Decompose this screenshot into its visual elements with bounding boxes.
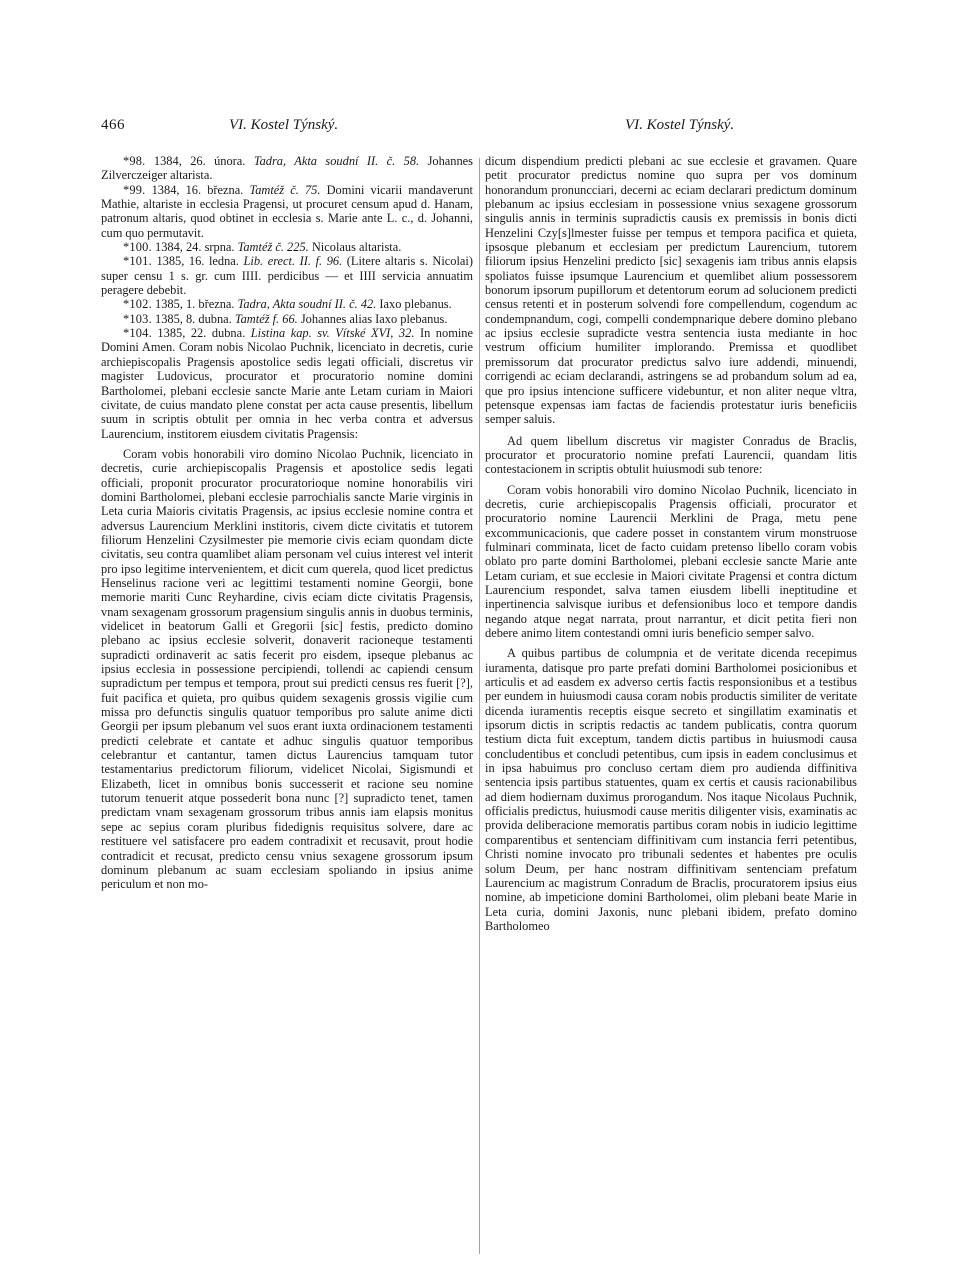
entry-text: Nicolaus altarista. (311, 240, 402, 255)
entry-number: *103. (123, 311, 152, 326)
litis-contestacio-intro: Ad quem libellum discretus vir magister Conradus de Braclis, procurator et procuratorio nomine prefati Laurencii, quandam litis contestacionem in scriptis obtulit huiusmodi sub tenore: (485, 433, 857, 477)
continued-paragraph: dicum dispendium predicti plebani ac sue ecclesie et gravamen. Quare petit procurator predictus nomine quo supra per vos dominum honorandum pronuncciari, decerni ac eciam declarari predictum dominum plebanum ac ipsius ecclesiam in possessione vnius sexagene grossorum singulis annis in terminis supradictis causis ex premissis in bonis dicti Henzelini Czy[s]lmester fuisse per tempus et tempora pacifica et quieta, ipsosque plebanum et ecclesiam per predictum Laurencium, tutorem filiorum ipsius Henzelini predicto [sic] sexagenis iam tribus annis elapsis spoliatos fuisse ipsumque Laurencium et quemlibet alium possessorem bonorum ipsorum pupillorum et detentorum eorum ad solucionem predicti census retenti et in posterum solvendi fore compellendum, cogendum ac condempnandum, cogi, compelli condempnarique debere domino plebano ac ipsius ecclesie supradicte vestra sentencia iusta mediante in hoc vestrum officium humiliter implorando. Premissa et quodlibet premissorum dat procurator predictus salvo iure addendi, minuendi, corrigendi ac eciam declarandi, astringens se ad probandum solum ad ea, que pro ipsius intencione sufficere videbuntur, et non aliter neque vltra, petensque expensas iam factas de faciendis protestatur iuris beneficiis semper saluis. (485, 154, 857, 427)
running-title-right: VI. Kostel Týnský. (625, 117, 735, 133)
entry-date: 1385, 22. dubna. (157, 326, 246, 341)
entry-text: (Litere altaris s. Nicolai) super censu 1 s. gr. cum IIII. perdicibus — et IIII servicia annuatim peragere debebit. (101, 254, 473, 298)
litis-contestacio-text: Coram vobis honorabili viro domino Nicolao Puchnik, licenciato in decretis, curie archiepiscopalis Pragensis officiali, procurator et procuratorio nomine Laurencii Merklini de Praga, metu pene excommunicacionis, que cadere posset in constantem virum monstruose fulminari comminata, licet de facto cuidam pretenso libello coram vobis oblato pro parte domini Bartholomei, plebani ecclesie sancte Marie ante Letam curiam, et sue ecclesie in Maiori civitate Pragensi et contra dictum Laurencium respondet, salva tamen eiusdem libelli ineptitudine et inpertinencia salvisque iuribus et defensionibus loco et tempore dandis negando atque negat narrata, prout narrantur, et dicit petita fieri non debere animo litem contestandi omni iuris beneficio semper salvo. (485, 482, 857, 640)
entry-number: *99. (123, 182, 146, 197)
entry-date: 1385, 16. ledna. (156, 254, 239, 269)
entry-date: 1384, 24. srpna. (155, 240, 235, 255)
running-title-left: VI. Kostel Týnský. (229, 117, 339, 133)
entry-text: Domini vicarii mandaverunt Mathie, altariste in ecclesia Pragensi, ut procuret censum apud d. Hanam, patronum altaris, quod obtinet in ecclesia s. Marie ante L. c., d. Johanni, cum quo permutavit. (101, 182, 473, 240)
entry-date: 1385, 8. dubna. (155, 311, 232, 326)
entry-104 (101, 326, 473, 441)
entry-number: *100. (123, 240, 152, 255)
entry-text: In nomine Domini Amen. Coram nobis Nicolao Puchnik, licenciato in decretis, curie archiepiscopalis Pragensis apostolice sedis legati officiali, discretus vir magister Ludovicus, procurator et procuratorio nomine domini Bartholomei, plebani ecclesie sancte Marie ante Letam curiam in Maiori civitate, de cuius mandato plene constat per acta cause presentis, libellum suum in scriptis obtulit per omnia in hec verba contra et adversus Laurencium, institorem eiusdem civitatis Pragensis: (101, 326, 473, 441)
entry-date: 1384, 26. února. (153, 154, 246, 168)
entry-number: *104. (123, 326, 152, 341)
entry-number: *98. (123, 154, 146, 168)
entry-number: *101. (123, 254, 152, 269)
entry-source: Tadra, Akta soudní II. č. 58. (253, 154, 420, 168)
entry-source: Tamtéž č. 225. (237, 240, 309, 255)
entry-source: Tamtéž f. 66. (234, 311, 298, 326)
page-number: 466 (101, 117, 125, 133)
entry-source: Tadra, Akta soudní II. č. 42. (237, 297, 377, 312)
libellus-paragraph: Coram vobis honorabili viro domino Nicolao Puchnik, licenciato in decretis, curie archiepiscopalis Pragensis et apostolice sedis legati officiali, proponit procurator procuratorioque nomine honorabilis viri domini Bartholomei, plebani ecclesie parrochialis sancte Marie virginis in Leta curia Maioris civitatis Pragensis, ac ipsius ecclesie nomine contra et adversus Laurencium Merklini institoris, civem dicte civitatis et tutorem filiorum Henzelini Czysilmester pie memorie civis eciam quondam dicte civitatis, seu contra quamlibet aliam personam vel cuius interest vel interit pro ipso legitime intervenientem, et dicit cum querela, quod licet predictus Henselinus racione veri ac legittimi testamenti nomine Georgii, bone memorie mariti Cunc Reyhardine, civis eciam dicte civitatis Pragensis, vnam sexagenam grossorum pragensium singulis annis in duobus terminis, videlicet in beatorum Galli et Gregorii [sic] festis, predicto domino plebano ac ipsius ecclesie solverit, donaverit racioneque testamenti supradicti ordinaverit ac satis fecerit pro eisdem, ipseque plebanus ac ipsius ecclesia in possessione percipiendi, tollendi ac capiendi censum supradictum per tempus et tempora, prout sui predicti census res fuerit [?], fuit pacifica et quieta, pro quibus quidem sexagenis grossis vigilie cum missa pro defunctis singulis quatuor temporibus pro salute anime dicti Georgii per ipsum plebanum vel suos erant iuxta ordinacionem testamenti predicti celebrate et cantate et adhuc singulis quatuor temporibus celebrantur et cantantur, tamen dictus Laurencius tamquam tutor testamentarius predictorum filiorum, videlicet Nicolai, Sigismundi et Elizabeth, licet in omnibus bonis successerit et racione seu nomine tutorum tenuerit atque possederit bona nunc [?] supradicto tenet, tamen predictam vnam sexagenam grossorum tribus annis iam elapsis monitus sepe ac sepius coram pluribus fidedignis requisitus solvere, dare ac restituere vel satisfacere pro eadem contradixit et recusavit, prout hodie contradicit et recusat, predicto censu vnius sexagene grossorum ipsum dominum plebanum ac suam ecclesiam spoliando in ipsius anime periculum et non mo- (101, 446, 473, 892)
entry-date: 1384, 16. března. (151, 182, 244, 197)
entry-text: Johannes Zilverczeiger altarista. (101, 154, 473, 183)
page-header (0, 116, 960, 136)
entry-number: *102. (123, 297, 152, 312)
entry-source: Listina kap. sv. Vítské XVI, 32. (250, 326, 415, 341)
entry-103 (101, 312, 473, 326)
entry-101 (101, 254, 473, 297)
entry-source: Tamtéž č. 75. (249, 182, 321, 197)
entry-99 (101, 183, 473, 240)
sentence-paragraph: A quibus partibus de columpnia et de veritate dicenda recepimus iuramenta, datisque pro parte prefati domini Bartholomei posicionibus et articulis et ad easdem ex adverso certis factis responsionibus et a testibus per eundem in huiusmodi causa coram nobis productis similiter de veritate dicenda iuramentis receptis eisque secreto et singillatim examinatis et ipsorum dictis in scriptis redactis ac tandem publicatis, contra quorum testium dicta fuit exceptum, tandem dictis partibus in huiusmodi causa concludentibus et concludi petentibus, cum ipsis in eadem conclusimus et in ipsa habuimus pro concluso certam diem pro audienda diffinitiva sentencia ipsis partibus statuentes, quam ex certis et causis racionabilibus ad diem hodiernam duximus prorogandum. Nos itaque Nicolaus Puchnik, officialis predictus, huiusmodi cause meritis diligenter visis, examinatis ac provida deliberacione memoratis partibus coram nobis in iudicio legittime comparentibus et sentenciam diffinitivam cum instancia ferri petentibus, Christi nomine invocato pro tribunali sedentes et habentes pre oculis solum Deum, per hanc nostram diffinitivam sentenciam prefatum Laurencium ac magistrum Conradum de Braclis, procuratorem ipsius eius nomine, ab impeticione domini Bartholomei, olim plebani beate Marie in Leta curia, domini Jaxonis, nunc plebani ibidem, prefato domino Bartholomeo (485, 646, 857, 933)
entry-source: Lib. erect. II. f. 96. (243, 254, 343, 269)
entry-text: Johannes alias Iaxo plebanus. (300, 311, 448, 326)
entry-text: Iaxo plebanus. (379, 297, 452, 312)
entry-102 (101, 297, 473, 311)
entry-100 (101, 240, 473, 254)
column-divider (479, 158, 480, 1254)
left-column (101, 154, 473, 892)
entry-98 (101, 154, 473, 183)
right-column (485, 154, 857, 933)
entry-date: 1385, 1. března. (155, 297, 235, 312)
